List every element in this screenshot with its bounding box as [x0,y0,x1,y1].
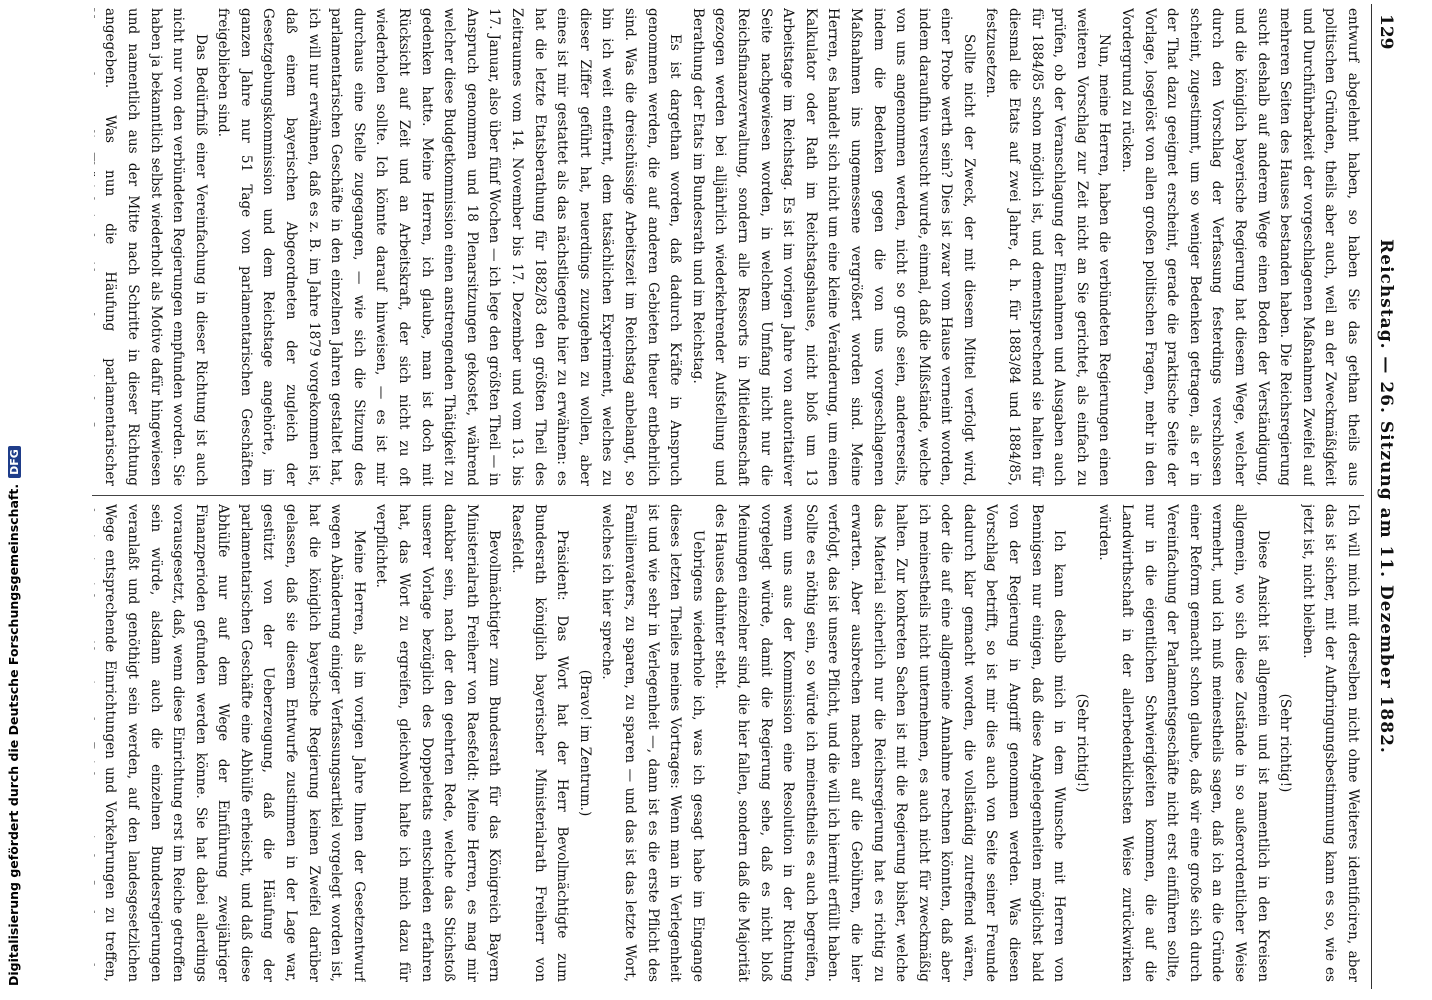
running-head [1371,4,1400,989]
rotated-page [80,4,1400,989]
page-number: 129 [1376,14,1396,50]
running-head-title: Reichstag. — 26. Sitzung am 11. Dezember 1882. [1376,239,1396,754]
dfg-logo: DFG [8,446,21,478]
paragraph: Diese Ansicht ist allgemein und ist namentlich in den Kreisen allgemein, wo sich diese Zustände in so außerordentlicher Weise vermehrt, und ich muß meinestheils sagen, daß ich an die Gründe einer Reform gemacht schon glaube, daß wir eine große sich durch Vereinfachung der Parlamentsgeschäfte nicht erst einführen sollte, nur in die eigentlichen Schwierigkeiten kommen, die auf die Landwirthschaft in der allerbedenklichsten Weise zurückwirken würden. [1096,504,1271,982]
paragraph: Nun, meine Herren, haben die verbündeten Regierungen einen weiteren Vorschlag zur Zeit nicht an Sie gerichtet, als einfach zu prüfen, ob der Veranschlagung der Einnahmen und Ausgaben auch für 1884/85 schon möglich ist, und dementsprechend sie halten für diesmal die Etats auf zwei Jahre, d. h. für 1883/84 und 1884/85, festzusetzen. [983,8,1113,486]
paragraph: Es ist dargethan worden, daß dadurch Kräfte in Anspruch genommen werden, die auf anderen Gebieten theuer entbehrlich sind. Was die dreischüssige Arbeitszeit im Reichstag anbelangt, so bin ich weit entfernt, dem tatsächlichen Experiment, welches zu dieser Ziffer geführt hat, neuerdings zuzugehen zu wollen, aber eines ist mir gestattet als das nächstliegende hier zu erwähnen: es hat die letzte Etatsberathung für 1882/83 den größten Theil des Zeitraumes vom 14. November bis 17. Dezember und vom 13. bis 17. Januar, also über fünf Wochen — ich lege den größten Theil — in Anspruch genommen und 18 Plenarsitzungen gekostet, während welcher diese Budgetkommission einen anstrengenden Thätigkeit zu gedenken hatte. Meine Herren, ich glaube, man ist doch mit Rücksicht auf Zeit und an Arbeitskraft, der sich nicht zu oft wiederholen sollte. Ich könnte darauf hinweisen, — es ist mir durchaus eine Stelle zugegangen, — wie sich die Sitzung des parlamentarischen Geschäfte in den einzelnen Jahren gestaltet hat, ich will nur erwähnen, daß es z. B. im Jahre 1879 vorgekommen ist, daß einem bayerischen Abgeordneten der zugleich der Gesetzgebungskommission und dem Reichstage angehörte, im ganzen Jahre nur 51 Tage von parlamentarischen Geschäften freigeblieben sind. [215,8,684,486]
paragraph: Ich kann deshalb mich in dem Wunsche mit Herren von Bennigsen nur einigen, daß diese Angelegenheiten möglichst bald von der Regierung in Angriff genommen werden. Was diesen Vorschlag betrifft, so ist mir dies auch von Seite seiner Freunde dadurch klar gemacht worden, die vollständig zutreffend wären, oder die auf eine allgemeine Annahme rechnen könnten, daß aber ich meinestheils nicht unternehmen, es auch nicht für zweckmäßig halten. Zur konkreten Sachen ist mit die Regierung bisher, welche das Material sicherlich nur die Reichsregierung hat es richtig zu erwarten. Aber ausbrechen machen auf die Gebühren, die hier verfolgt, das ist unsere Pflicht, und die will ich hiermit erfüllt haben. Sollte es nöthig sein, so würde ich meinestheils es auch begreifen, wenn uns aus der Kommission eine Resolution in der Richtung vorgelegt würde, damit die Regierung sehe, daß es nicht bloß Meinungen einzelner sind, die hier fallen, sondern daß die Majorität des Hauses dahinter steht. [712,504,1068,982]
paragraph: Das Bedürfniß einer Vereinfachung in dieser Richtung ist auch nicht nur von den verbündeten Regierungen empfunden worden. Sie haben ja bekanntlich selbst wiederholt als Motive dafür hingewiesen und namentlich aus der Mitte nach Schritte in dieser Richtung angegeben. Was nun die Häufung parlamentarischer [102,8,209,486]
paragraph: entwurf abgelehnt haben, so haben Sie das gethan theils aus politischen Gründen, theils aber auch, weil an der Zweckmäßigkeit und Durchführbarkeit der vorgeschlagenen Maßnahmen Zweifel auf mehreren Seiten des Hauses bestanden haben. Die Reichsregierung sucht deshalb auf anderem Wege einen Boden der Verständigung, und die königlich bayerische Regierung hat diesem Wege, welcher durch den Vorschlag der Verfassung festerdings verschlossen scheint, zugestimmt, um so weniger Bedenken getragen, als er in der That dazu geeignet erscheint, gerade die praktische Seite der Vorlage, losgelöst von allen großen politischen Fragen, mehr in den Vordergrund zu rücken. [1119,8,1361,486]
paragraph: Sollte nicht der Zweck, der mit diesem Mittel verfolgt wird, einer Probe werth sein? Dies ist zwar vom Hause verneint worden, indem daraufhin versucht wurde, einmal, daß die Mißstände, welche von uns angenommen werden, nicht so groß seien, andererseits, indem die Bedenken gegen die von uns vorgeschlagenen Maßnahmen ins ungemessene vergrößert worden sind. Meine Herren, es handelt sich nicht um eine kleine Veränderung, um einen Kalkulator oder Rath im Reichstagshause, nicht bloß um 13 Arbeitstage im Reichstag. Es ist im vorigen Jahre von autoritativer Seite nachgewiesen worden, in welchem Umfang nicht nur die Reichsfinanzverwaltung, sondern alle Ressorts in Mitleidenschaft gezogen werden bei alljährlich wiederkehrender Aufstellung und Berathung der Etats im Bundesrath und im Reichstag. [689,8,977,486]
interjection: (Sehr richtig!) [1277,693,1294,793]
speaker-paragraph: Bevollmächtigter zum Bundesrath für das Königreich Bayern Ministerialrath Freiherr von Raesfeldt: Meine Herren, es mag mir dankbar sein, nach der den geehrten Rede, welche das Stichstoß unserer Vorlage bezüglich des Doppeletats entschieden erfahren hat, das Wort zu ergreifen, gleichwohl halte ich mich dazu für verpflichtet. [373,504,503,982]
column-divider [92,495,1364,496]
interjection: (Sehr richtig!) [1073,693,1090,793]
paragraph: Uebrigens wiederhole ich, was ich gesagt habe im Eingange dieses letzten Theiles meines Vortrages: Wenn man in Verlegenheit ist und wie sehr in Verlegenheit —, dann ist es die erste Pflicht des Familienvaters, zu sparen, zu sparen — und das ist das letzte Wort, welches ich hier spreche. [599,504,706,982]
paragraph: Ich will mich mit derselben nicht ohne Weiteres identificiren, aber das ist sicher, mit der Aufbringungsbestimmung kann es so, wie es jetzt ist, nicht bleiben. [1299,504,1361,982]
right-column [94,504,1364,982]
digitization-credit [6,446,21,986]
left-column [94,8,1364,486]
speaker-paragraph: Präsident: Das Wort hat der Herr Bevollmächtigte zum Bundesrath königlich bayerischer Ministerialrath Freiherr von Raesfeldt. [509,504,571,982]
interjection: (Bravo! im Zentrum.) [576,669,593,817]
credit-text: Digitalisierung gefördert durch die Deutsche Forschungsgemeinschaft. [6,483,21,986]
paragraph: Meine Herren, als im vorigen Jahre Ihnen der Gesetzentwurf wegen Abänderung einiger Verfassungsartikel vorgelegt worden ist, hat die königlich bayerische Regierung keinen Zweifel darüber gelassen, daß sie diesem Entwurfe zustimmen in der Lage war, gestützt von der Ueberzeugung, daß die Häufung der parlamentarischen Geschäfte eine Abhülfe erheischt, und daß diese Abhülfe nur auf dem Wege der Einführung zweijähriger Finanzperioden gefunden werden könne. Sie hat dabei allerdings vorausgesetzt, daß, wenn diese Einrichtung erst im Reiche getroffen sein würde, alsdann auch die einzelnen Bundesregierungen veranlaßt und genöthigt sein werden, auf den landesgesetzlichen Wege entsprechende Einrichtungen und Vorkehrungen zu treffen, [102,504,367,982]
